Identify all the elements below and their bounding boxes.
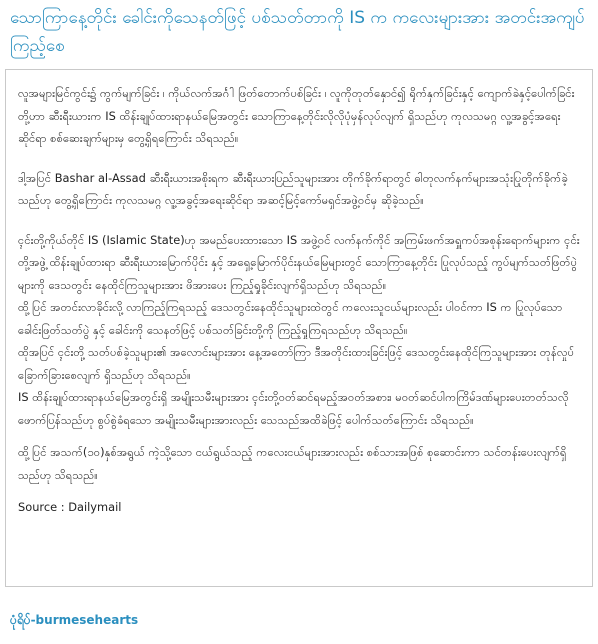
- footer-credit: ပုံရိပ်-burmesehearts: [10, 613, 139, 627]
- paragraph: ထို့ပြင် အသက်(၁၀)နှစ်အရွယ် ကဲ့သို့သော ငယ်ရွယ်သည့် ကလေးငယ်များအားလည်း စစ်သားအဖြစ် စုဆောင်းကာ သင်တန်းပေးလျက်ရှိသည်ဟု သိရသည်။: [18, 445, 567, 482]
- paragraph: ထိုအပြင် ၚင်းတို့ သတ်ပစ်ခဲ့သူများ၏ အလောင်းများအား နေ့အတော်ကြာ ဒီအတိုင်းထားခြင်းဖြင့် ဒေသတွင်းနေထိုင်ကြသူများအား တုန်လှုပ်ခြောက်ခြားစေလျက် ရှိသည်ဟု သိရသည်။: [18, 345, 575, 382]
- paragraph: IS ထိန်းချုပ်ထားရာနယ်မြေအတွင်းရှိ အမျိုးသမီးများအား ၚင်းတို့ဝတ်ဆင်ရမည့်အဝတ်အစား၊ မဝတ်ဆင်ပါကကြိမ်ဒဏ်များပေးတတ်သလို ဖောက်ပြန်သည်ဟု စွပ်စွဲခံရသော အမျိုးသမီးများအားလည်း သေသည်အထိခဲဖြင့် ပေါက်သတ်ကြောင်း သိရသည်။: [18, 390, 569, 427]
- paragraph: ၚင်းတို့ကိုယ်တိုင် IS (Islamic State)ဟု အမည်ပေးထားသော IS အဖွဲ့ဝင် လက်နက်ကိုင် အကြမ်းဖက်အရှူကပ်အစုန်းရောက်များက ၚင်းတို့အဖွဲ့ ထိန်းချုပ်ထားရာ ဆီးရီးယားမြောက်ပိုင်း နှင့် အရှေ့မြောက်ပိုင်းနယ်မြေများတွင် သောကြာနေ့တိုင်း ပြုလုပ်သည့် ကွပ်မျက်သတ်ဖြတ်ပွဲများကို ဒေသတွင်း နေထိုင်ကြသူများအား ဖိအားပေး ကြည့်ရှုခိုင်းလျက်ရှိသည်ဟု သိရသည်။: [18, 232, 580, 292]
- source-line: Source : Dailymail: [18, 500, 122, 514]
- headline: သောကြာနေ့တိုင်း ခေါင်းကိုသေနတ်ဖြင့် ပစ်သတ်တာကို IS က ကလေးများအား အတင်းအကျပ်ကြည့်စေ: [10, 8, 585, 56]
- paragraph: ထို့ပြင် အတင်းလာခိုင်းလို့ လာကြည့်ကြရသည့် ဒေသတွင်းနေထိုင်သူများထဲတွင် ကလေးသူငယ်များလည်း ပါဝင်ကာ IS က ပြုလုပ်သော ခေါင်းဖြတ်သတ်ပွဲ နှင့် ခေါင်းကို သေနတ်ဖြင့် ပစ်သတ်ခြင်းတို့ကို ကြည့်ရှုကြရသည်ဟု သိရသည်။: [18, 300, 563, 337]
- paragraph: လူအများမြင်ကွင်း၌ ကွက်မျက်ခြင်း ၊ ကိုယ်လက်အင်္ဂါ ဖြတ်တောက်ပစ်ခြင်း ၊ လူကိုတုတ်နှောင်၍ ရိုက်နှက်ခြင်းနှင့် ကျောက်ခဲနှင့်ပေါက်ခြင်းတို့ဟာ ဆီးရီးယားက IS ထိန်းချုပ်ထားရာနယ်မြေအတွင်း သောကြာနေ့တိုင်းလိုလိုပုံမှန်လုပ်လျက် ရှိသည်ဟု ကုလသမဂ္ဂ လူ့အခွင့်အရေးဆိုင်ရာ စစ်ဆေးချက်များမှ တွေ့ရှိရကြောင်း သိရသည်။: [18, 86, 575, 145]
- paragraph: ဒါ့အပြင် Bashar al-Assad ဆီးရီးယားအစိုးရက ဆီးရီးယားပြည်သူများအား တိုက်ခိုက်ရာတွင် ဓါတုလက်နက်များအသုံးပြုတိုက်ခိုက်ခဲ့သည်ဟု တွေ့ရှိကြောင်း ကုလသမဂ္ဂ လူ့အခွင့်အရေးဆိုင်ရာ အဆင့်မြင့်ကော်မရှင်အဖွဲ့ဝင်မှ ဆိုခဲ့သည်။: [18, 170, 568, 207]
- article-box: [5, 69, 593, 587]
